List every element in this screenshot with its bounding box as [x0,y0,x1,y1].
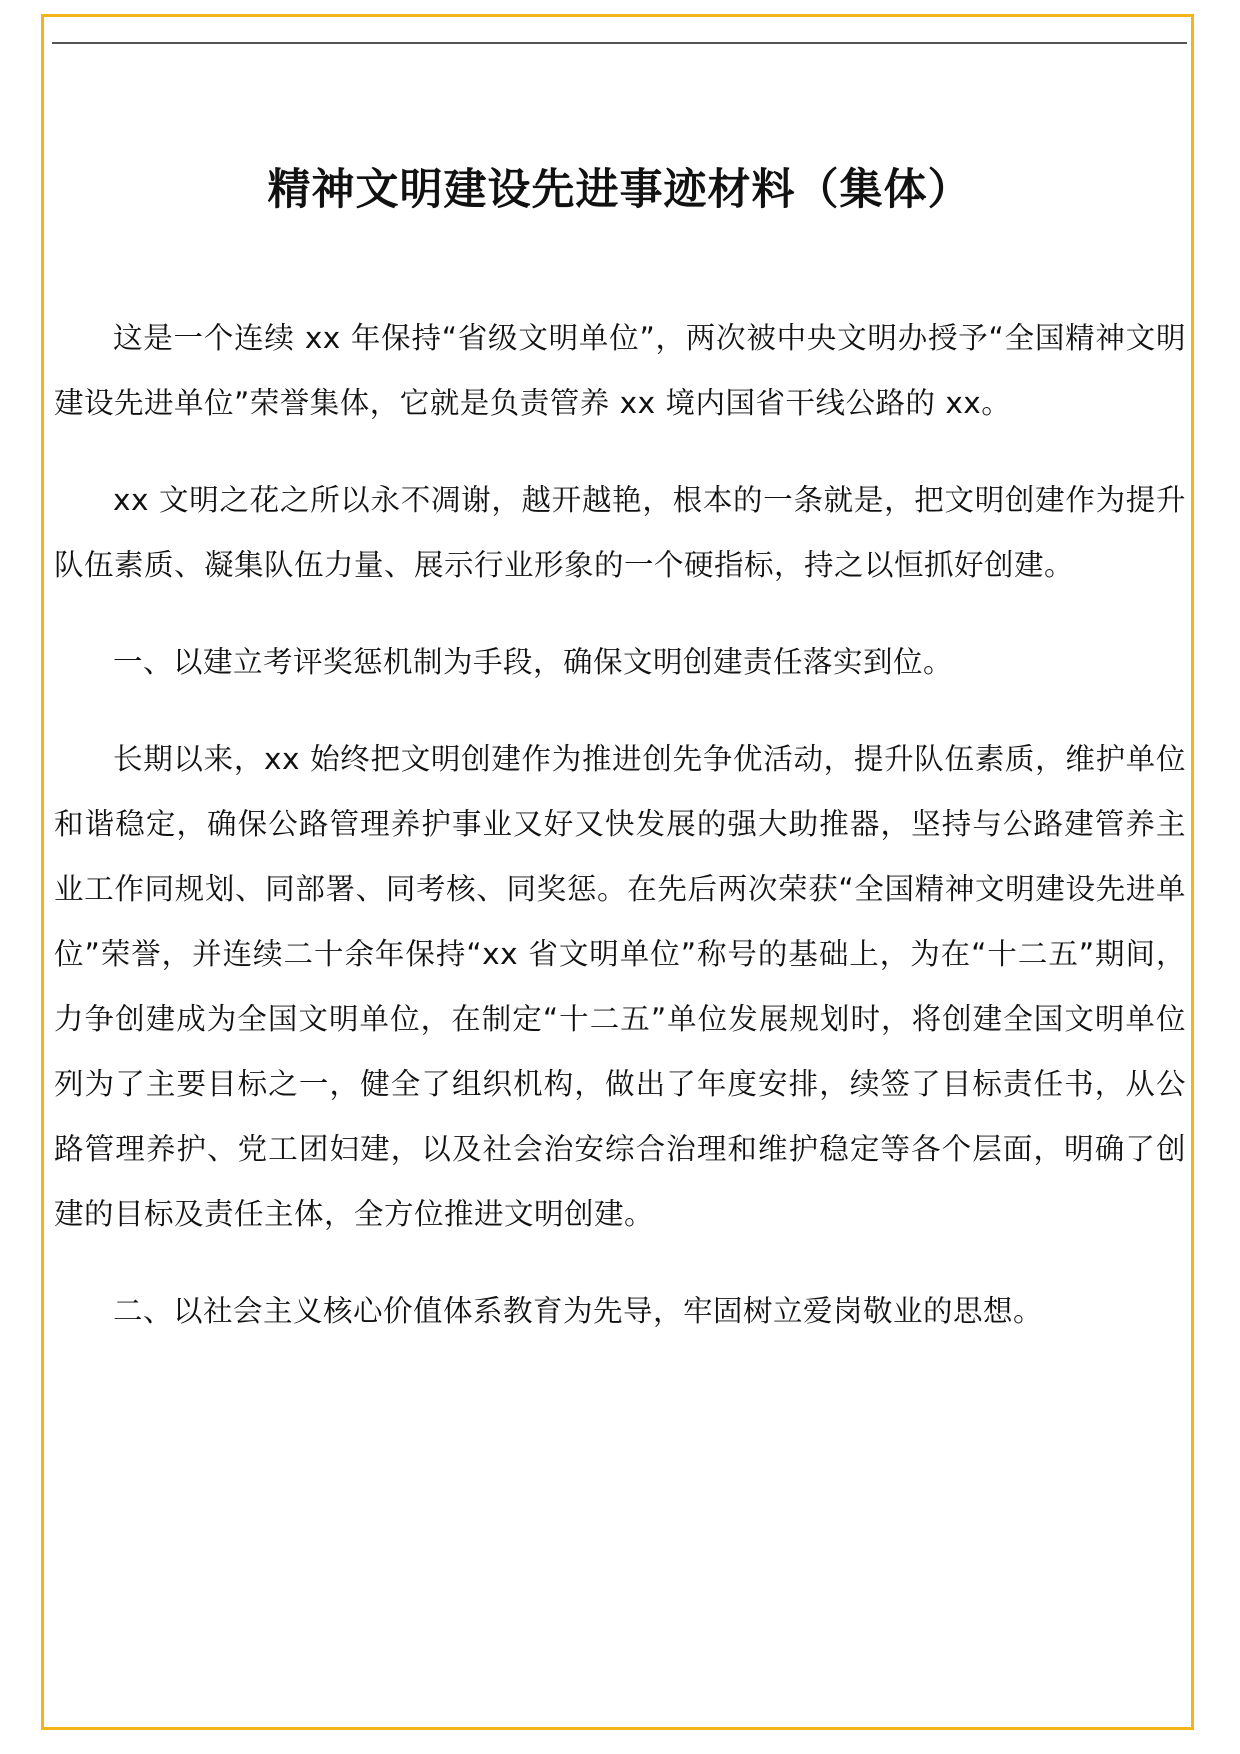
document-body [54,306,1186,1376]
paragraph-section-1-body: 长期以来，xx 始终把文明创建作为推进创先争优活动，提升队伍素质，维护单位和谐稳定，确保公路管理养护事业又好又快发展的强大助推器，坚持与公路建管养主业工作同规划、同部署、同考核、同奖惩。在先后两次荣获“全国精神文明建设先进单位”荣誉，并连续二十余年保持“xx 省文明单位”称号的基础上，为在“十二五”期间，力争创建成为全国文明单位，在制定“十二五”单位发展规划时，将创建全国文明单位列为了主要目标之一，健全了组织机构，做出了年度安排，续签了目标责任书，从公路管理养护、党工团妇建，以及社会治安综合治理和维护稳定等各个层面，明确了创建的目标及责任主体，全方位推进文明创建。 [54,742,1186,1231]
paragraph-intro: 这是一个连续 xx 年保持“省级文明单位”，两次被中央文明办授予“全国精神文明建设先进单位”荣誉集体，它就是负责管养 xx 境内国省干线公路的 xx。 [54,321,1186,420]
paragraph-summary: xx 文明之花之所以永不凋谢，越开越艳，根本的一条就是，把文明创建作为提升队伍素质、凝集队伍力量、展示行业形象的一个硬指标，持之以恒抓好创建。 [54,483,1186,582]
section-heading-1: 一、以建立考评奖惩机制为手段，确保文明创建责任落实到位。 [113,645,954,679]
header-rule [52,42,1187,44]
section-heading-2: 二、以社会主义核心价值体系教育为先导，牢固树立爱岗敬业的思想。 [113,1294,1044,1328]
document-title: 精神文明建设先进事迹材料（集体） [267,165,972,215]
